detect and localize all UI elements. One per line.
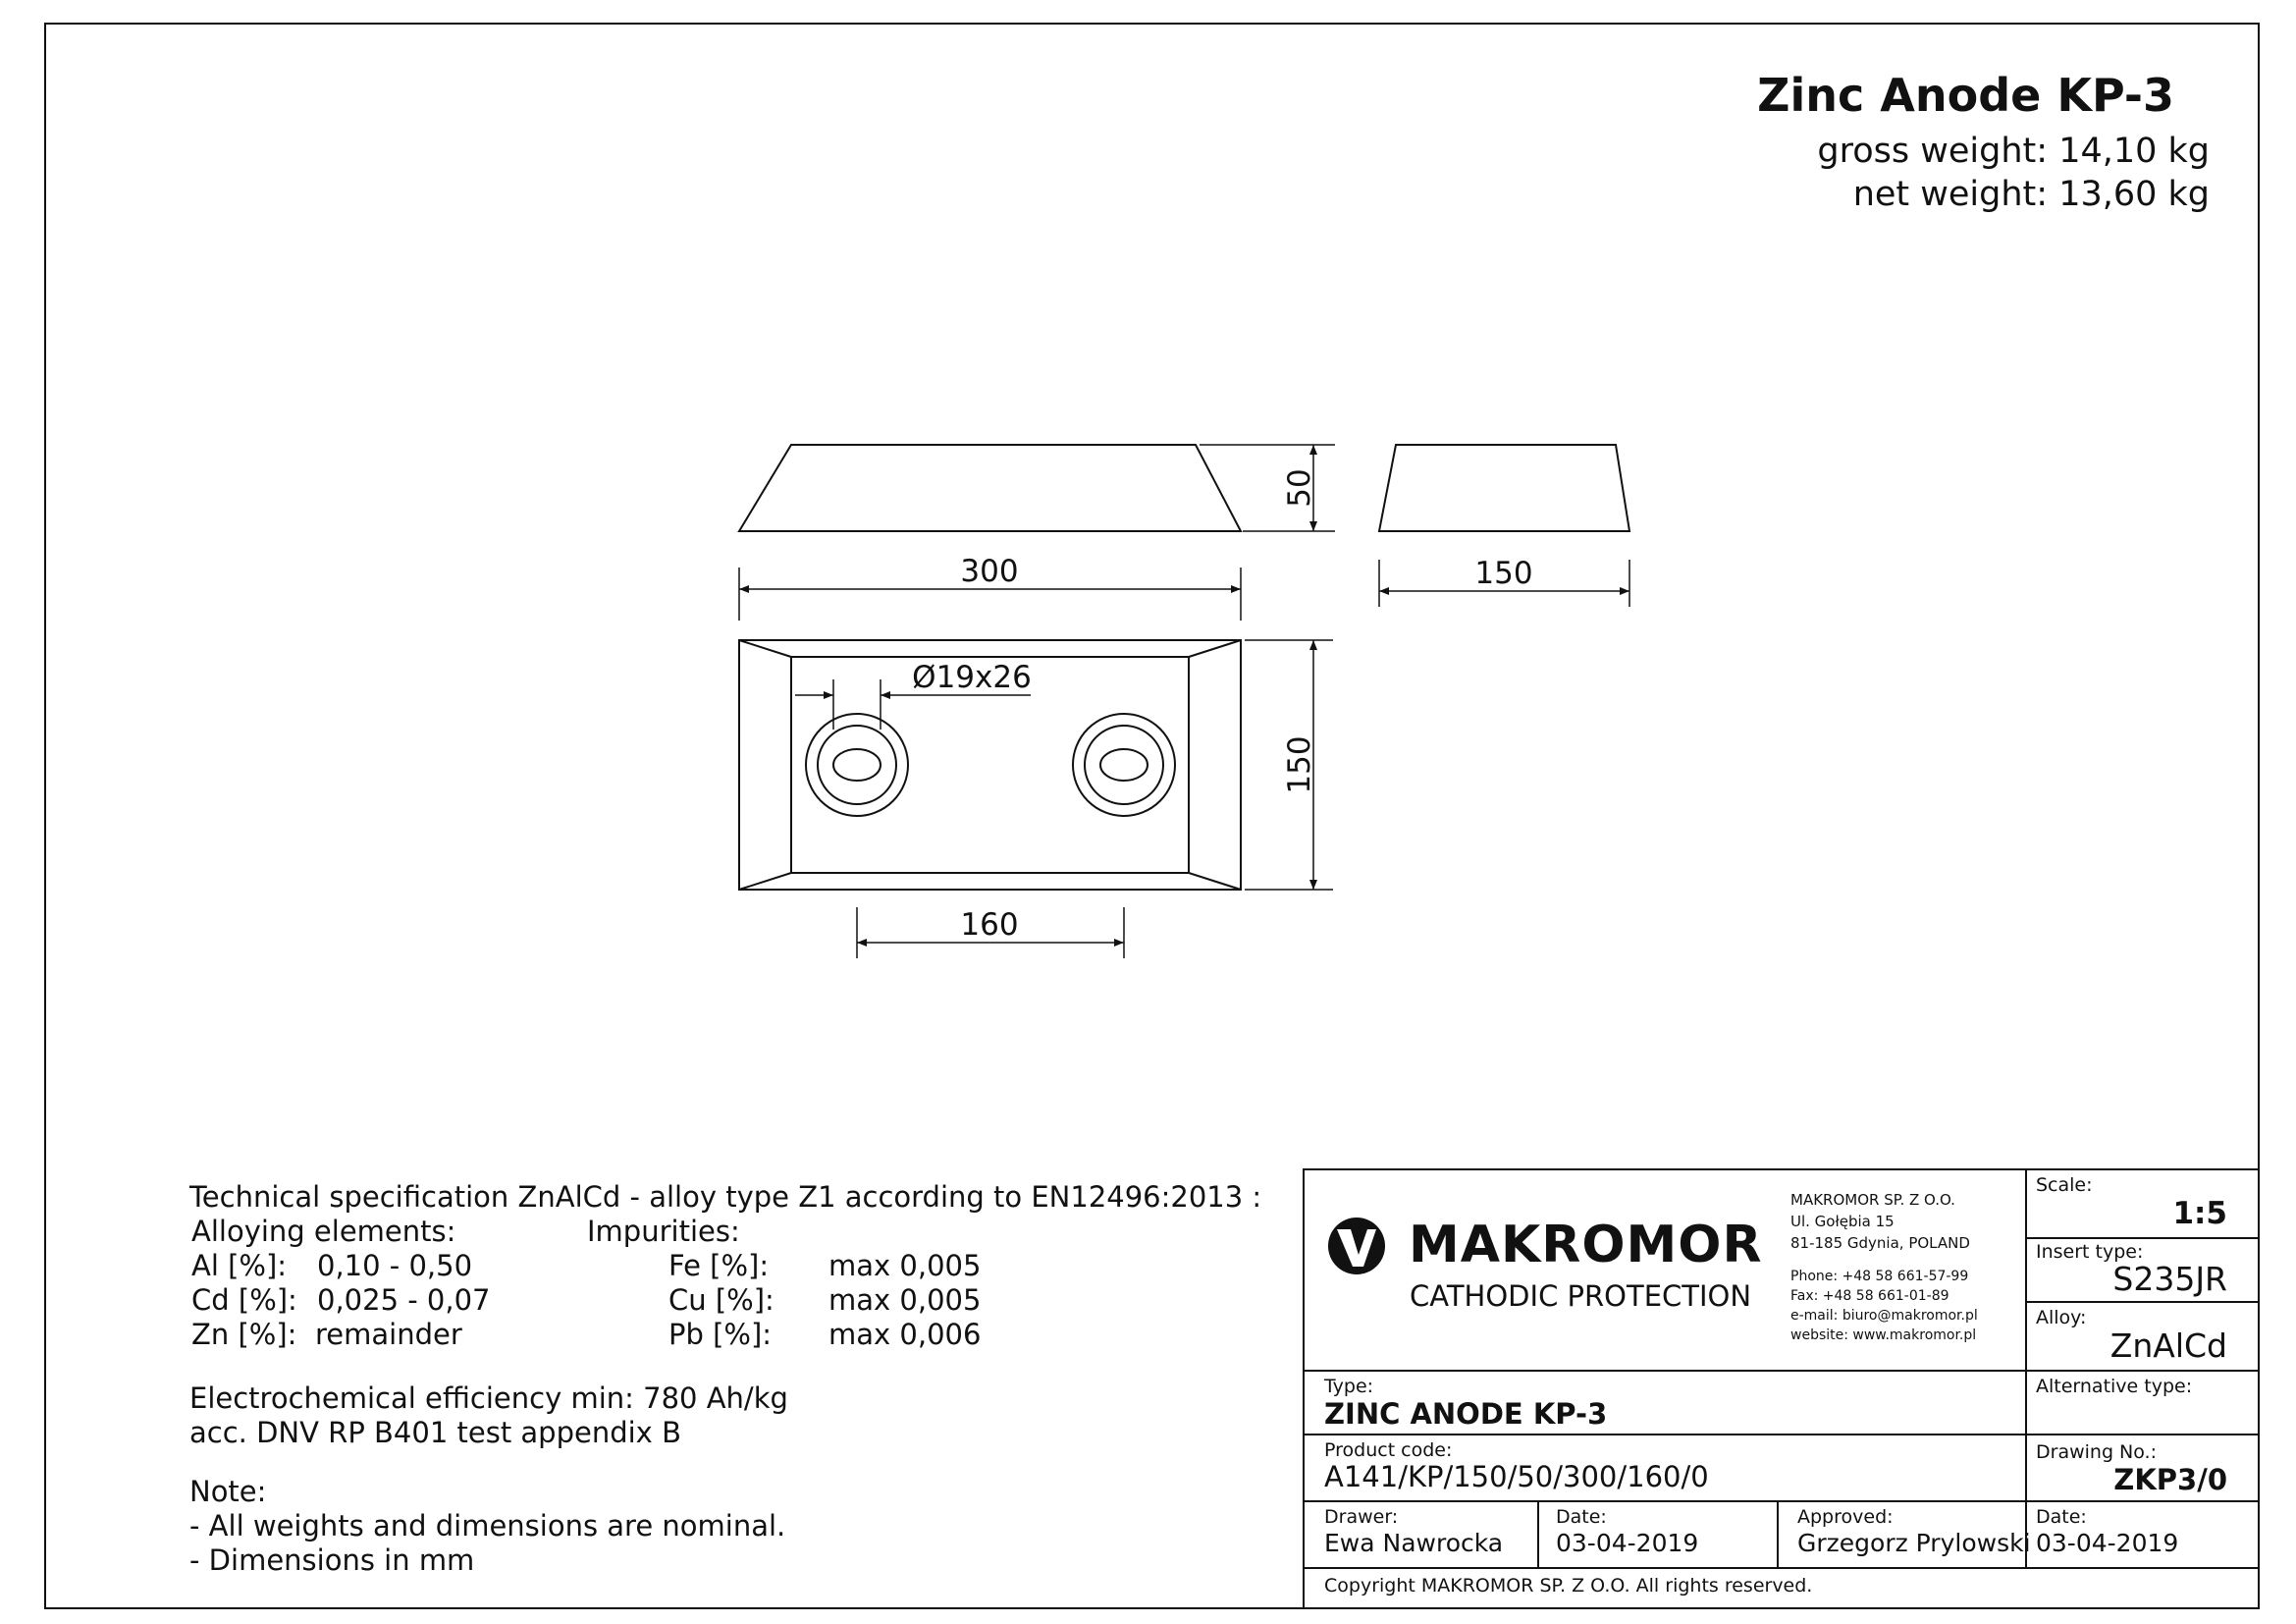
alternative-type-label: Alternative type: [2036, 1376, 2193, 1397]
impurity-element: Cu [%]: [668, 1283, 774, 1317]
company-email: e-mail: biuro@makromor.pl [1790, 1308, 1978, 1324]
company-website: website: www.makromor.pl [1790, 1327, 1977, 1343]
brand-name: MAKROMOR [1409, 1216, 1763, 1274]
drawer-value: Ewa Nawrocka [1324, 1529, 1504, 1557]
gross-weight: gross weight: 14,10 kg [1817, 132, 2210, 171]
alloy-element: Cd [%]: [191, 1283, 297, 1317]
hole-left [806, 714, 908, 816]
type-value: ZINC ANODE KP-3 [1324, 1397, 1608, 1431]
date-drawn-value: 03-04-2019 [1556, 1529, 1699, 1557]
scale-value: 1:5 [2172, 1196, 2227, 1231]
spec-heading: Technical specification ZnAlCd - alloy type Z1 according to EN12496:2013 : [189, 1180, 1262, 1214]
alloy-element: Al [%]: [191, 1249, 288, 1282]
alloy-value: ZnAlCd [2109, 1326, 2227, 1365]
dim-width-side-label: 150 [1474, 556, 1533, 591]
insert-type-value: S235JR [2112, 1260, 2227, 1298]
alloy-label: Alloy: [2036, 1307, 2087, 1328]
efficiency-line-1: Electrochemical efficiency min: 780 Ah/kg [189, 1381, 788, 1415]
alloy-value: 0,025 - 0,07 [317, 1283, 491, 1317]
hole-right [1073, 714, 1175, 816]
drawing-no-value: ZKP3/0 [2113, 1463, 2227, 1496]
drawer-label: Drawer: [1324, 1506, 1399, 1528]
insert-type-label: Insert type: [2036, 1241, 2144, 1263]
dim-hole-label: Ø19x26 [912, 660, 1032, 695]
company-phone: Phone: +48 58 661-57-99 [1790, 1269, 1969, 1284]
dim-width-top-label: 150 [1282, 735, 1317, 794]
impurity-element: Fe [%]: [668, 1249, 770, 1282]
product-code-label: Product code: [1324, 1439, 1453, 1461]
brand-subtitle: CATHODIC PROTECTION [1410, 1279, 1752, 1313]
alloying-header: Alloying elements: [191, 1215, 456, 1248]
company-city: 81-185 Gdynia, POLAND [1790, 1234, 1970, 1252]
dim-hole-spacing-label: 160 [960, 907, 1019, 943]
drawing-title: Zinc Anode KP-3 [1757, 69, 2174, 122]
alloy-value: 0,10 - 0,50 [317, 1249, 473, 1282]
company-fax: Fax: +48 58 661-01-89 [1790, 1288, 1949, 1304]
makromor-logo-icon [1328, 1218, 1385, 1274]
net-weight: net weight: 13,60 kg [1852, 175, 2210, 214]
dim-height-label: 50 [1282, 468, 1317, 508]
note-line-1: - All weights and dimensions are nominal. [189, 1509, 786, 1543]
company-name: MAKROMOR SP. Z O.O. [1790, 1191, 1955, 1209]
date-approved-value: 03-04-2019 [2036, 1529, 2179, 1557]
impurities-header: Impurities: [587, 1215, 740, 1248]
scale-label: Scale: [2036, 1174, 2093, 1196]
impurity-value: max 0,006 [828, 1318, 982, 1351]
note-line-2: - Dimensions in mm [189, 1543, 475, 1577]
type-label: Type: [1324, 1376, 1374, 1397]
product-code-value: A141/KP/150/50/300/160/0 [1324, 1460, 1709, 1493]
alloy-element: Zn [%]: [191, 1318, 297, 1351]
date-drawn-label: Date: [1556, 1506, 1607, 1528]
side-view [1379, 445, 1629, 531]
copyright-notice: Copyright MAKROMOR SP. Z O.O. All rights reserved. [1324, 1575, 1813, 1597]
drawing-no-label: Drawing No.: [2036, 1441, 2157, 1463]
front-view [739, 445, 1241, 531]
efficiency-line-2: acc. DNV RP B401 test appendix B [189, 1416, 681, 1449]
approved-value: Grzegorz Prylowski [1797, 1529, 2031, 1557]
company-street: Ul. Gołębia 15 [1790, 1213, 1895, 1230]
approved-label: Approved: [1797, 1506, 1894, 1528]
date-approved-label: Date: [2036, 1506, 2087, 1528]
impurity-element: Pb [%]: [668, 1318, 773, 1351]
impurity-value: max 0,005 [828, 1249, 982, 1282]
note-heading: Note: [189, 1475, 267, 1508]
impurity-value: max 0,005 [828, 1283, 982, 1317]
dim-length-label: 300 [960, 554, 1019, 589]
alloy-value: remainder [315, 1318, 462, 1351]
